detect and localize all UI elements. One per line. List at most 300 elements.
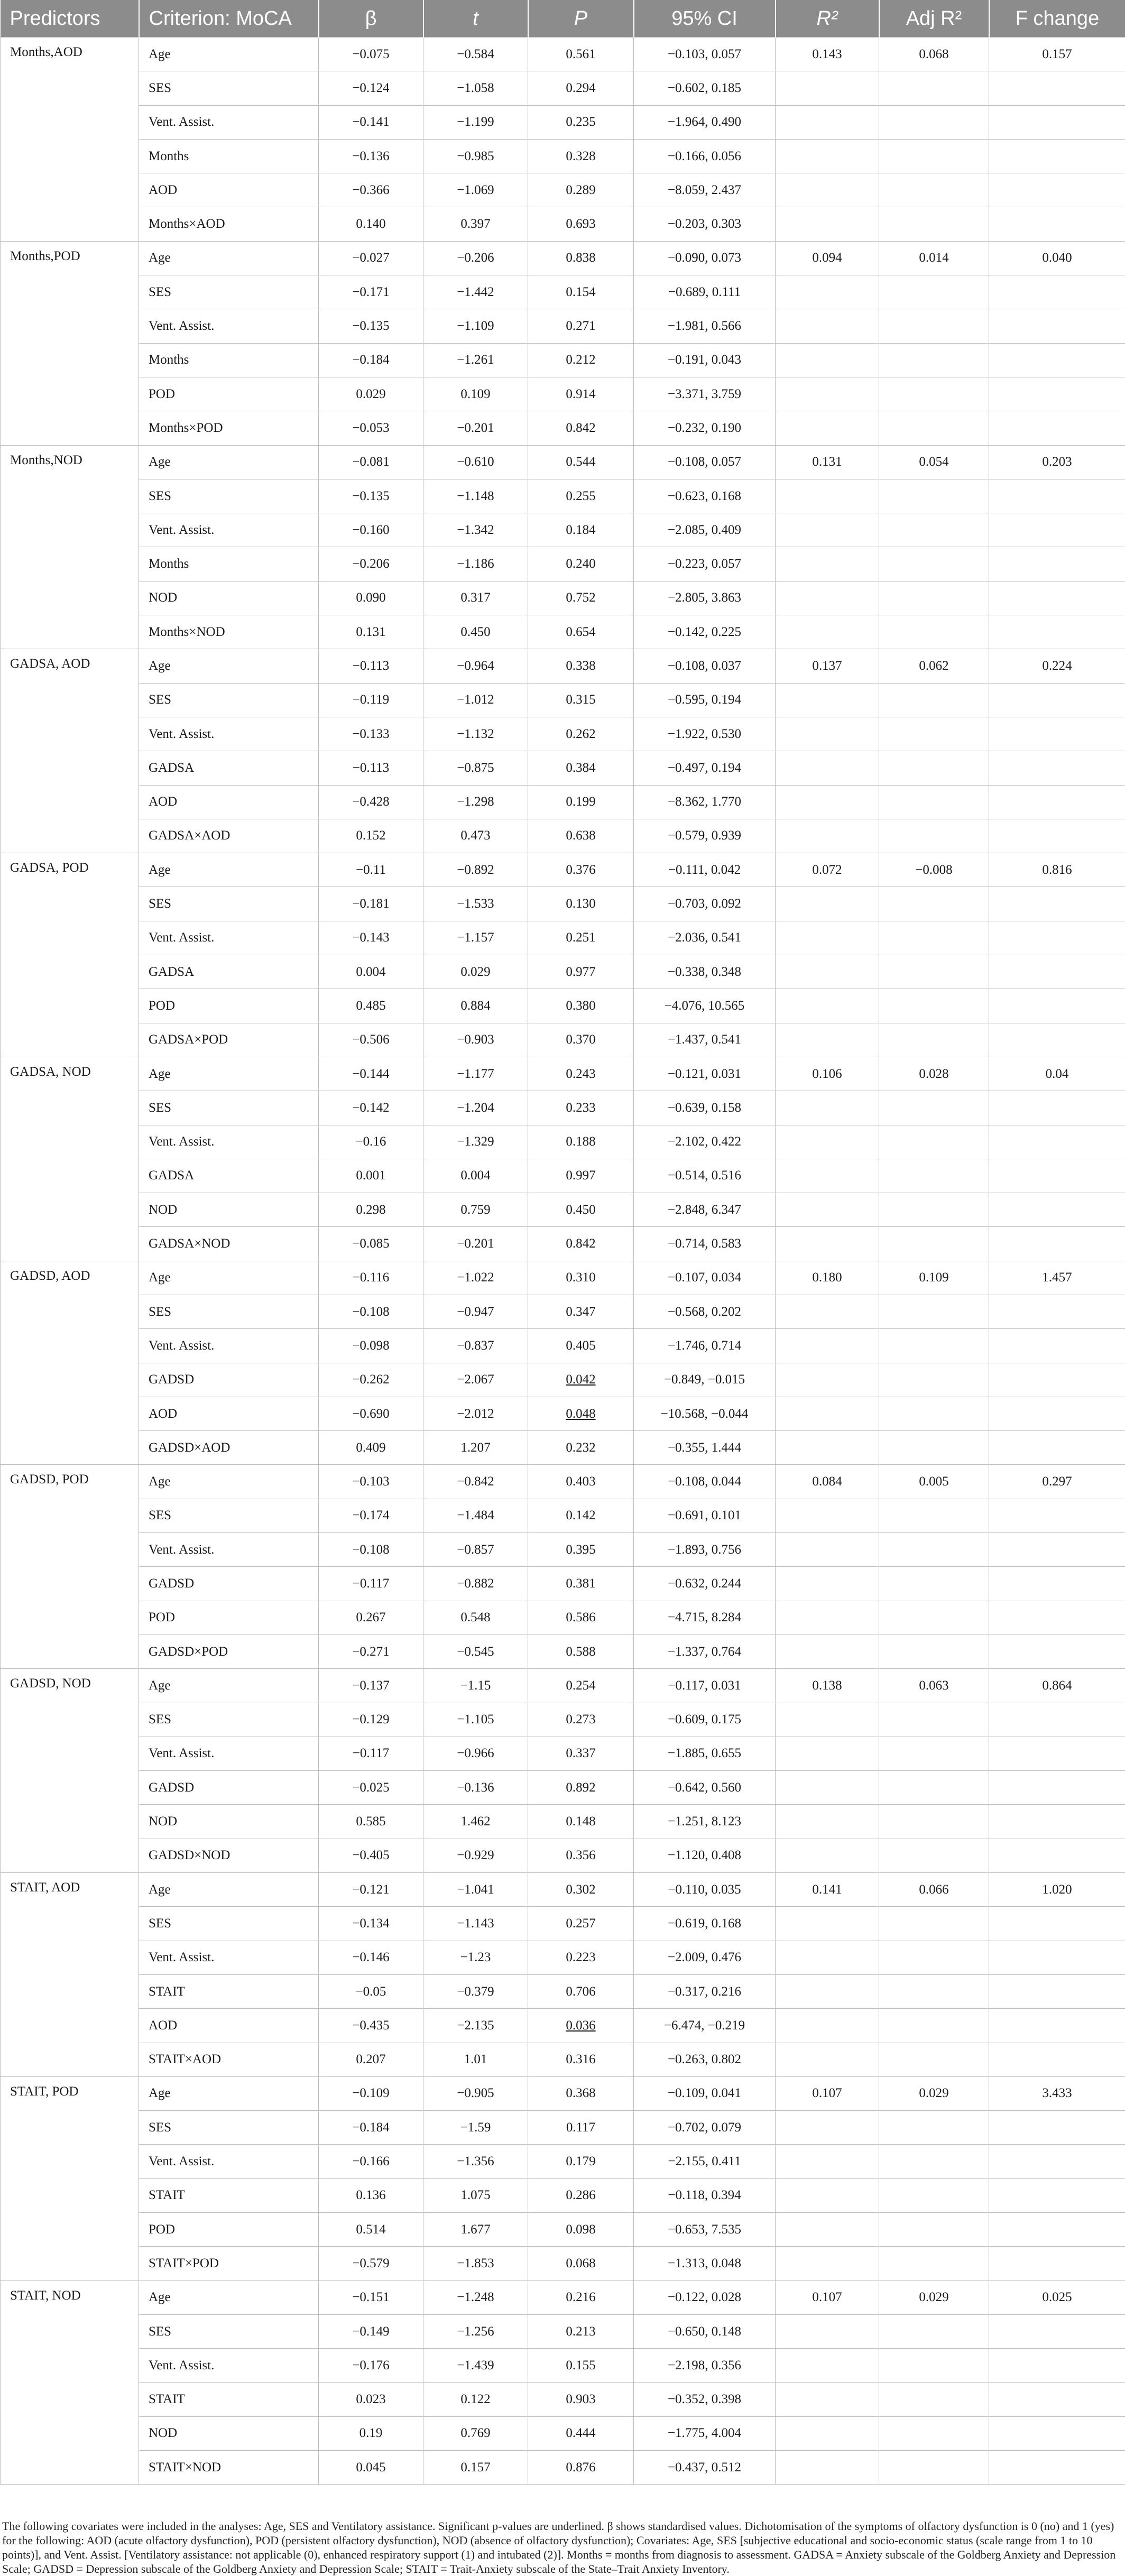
ci-cell: −0.108, 0.044 xyxy=(634,1465,776,1499)
t-cell: 1.207 xyxy=(423,1431,528,1465)
ci-cell: −0.579, 0.939 xyxy=(634,819,776,853)
t-cell: −0.947 xyxy=(423,1295,528,1328)
empty-cell xyxy=(989,1227,1125,1261)
p-value-cell: 0.155 xyxy=(528,2349,634,2383)
empty-cell xyxy=(776,615,879,649)
beta-cell: −0.085 xyxy=(319,1227,423,1261)
empty-cell xyxy=(776,717,879,751)
empty-cell xyxy=(879,581,989,615)
empty-cell xyxy=(879,173,989,207)
beta-cell: −0.271 xyxy=(319,1635,423,1668)
ci-cell: −0.595, 0.194 xyxy=(634,683,776,717)
t-cell: 0.769 xyxy=(423,2416,528,2450)
t-cell: 0.548 xyxy=(423,1601,528,1635)
ci-cell: −0.689, 0.111 xyxy=(634,275,776,309)
empty-cell xyxy=(989,1771,1125,1805)
empty-cell xyxy=(879,2178,989,2212)
empty-cell xyxy=(776,2009,879,2043)
empty-cell xyxy=(776,2314,879,2348)
ci-cell: −0.203, 0.303 xyxy=(634,207,776,241)
ci-cell: −0.118, 0.394 xyxy=(634,2178,776,2212)
ci-cell: −2.102, 0.422 xyxy=(634,1125,776,1159)
beta-cell: −0.690 xyxy=(319,1397,423,1430)
adj-r2-cell: 0.029 xyxy=(879,2076,989,2110)
t-cell: −0.903 xyxy=(423,1023,528,1057)
beta-cell: 0.029 xyxy=(319,377,423,411)
f-change-cell: 0.157 xyxy=(989,38,1125,71)
empty-cell xyxy=(989,1839,1125,1872)
beta-cell: 0.485 xyxy=(319,989,423,1023)
p-value-cell: 0.302 xyxy=(528,1873,634,1907)
r2-cell: 0.131 xyxy=(776,445,879,479)
t-cell: −1.329 xyxy=(423,1125,528,1159)
empty-cell xyxy=(879,1397,989,1430)
empty-cell xyxy=(989,581,1125,615)
t-cell: −0.892 xyxy=(423,853,528,887)
criterion-cell: Months×NOD xyxy=(139,615,319,649)
empty-cell xyxy=(879,955,989,989)
t-cell: 0.004 xyxy=(423,1159,528,1193)
table-row xyxy=(1,2213,1125,2247)
beta-cell: −0.366 xyxy=(319,173,423,207)
beta-cell: −0.098 xyxy=(319,1329,423,1363)
criterion-cell: Vent. Assist. xyxy=(139,105,319,139)
table-row xyxy=(1,921,1125,955)
table-row xyxy=(1,309,1125,343)
criterion-cell: Months×POD xyxy=(139,411,319,445)
t-cell: −0.201 xyxy=(423,1227,528,1261)
table-row xyxy=(1,819,1125,853)
beta-cell: −0.116 xyxy=(319,1261,423,1295)
f-change-cell: 1.020 xyxy=(989,1873,1125,1907)
table-row xyxy=(1,2247,1125,2280)
p-value-cell: 0.154 xyxy=(528,275,634,309)
empty-cell xyxy=(879,1974,989,2008)
empty-cell xyxy=(989,1499,1125,1532)
empty-cell xyxy=(879,1635,989,1668)
beta-cell: 0.090 xyxy=(319,581,423,615)
p-value-cell: 0.376 xyxy=(528,853,634,887)
r2-cell: 0.141 xyxy=(776,1873,879,1907)
p-value-cell: 0.693 xyxy=(528,207,634,241)
ci-cell: −8.362, 1.770 xyxy=(634,785,776,819)
table-row xyxy=(1,1363,1125,1397)
beta-cell: −0.11 xyxy=(319,853,423,887)
empty-cell xyxy=(989,751,1125,785)
beta-cell: −0.103 xyxy=(319,1465,423,1499)
empty-cell xyxy=(776,1227,879,1261)
beta-cell: −0.405 xyxy=(319,1839,423,1872)
beta-cell: −0.129 xyxy=(319,1703,423,1737)
p-value-cell: 0.380 xyxy=(528,989,634,1023)
ci-cell: −0.111, 0.042 xyxy=(634,853,776,887)
t-cell: −1.199 xyxy=(423,105,528,139)
ci-cell: −0.639, 0.158 xyxy=(634,1091,776,1125)
ci-cell: −1.893, 0.756 xyxy=(634,1533,776,1567)
t-cell: −1.157 xyxy=(423,921,528,955)
criterion-cell: SES xyxy=(139,275,319,309)
p-value-cell: 0.262 xyxy=(528,717,634,751)
empty-cell xyxy=(879,1193,989,1227)
p-value-cell: 0.450 xyxy=(528,1193,634,1227)
empty-cell xyxy=(879,411,989,445)
empty-cell xyxy=(776,309,879,343)
table-row xyxy=(1,139,1125,173)
table-footnote: The following covariates were included in the analyses: Age, SES and Ventilatory assistance. Significant p-values are underlined. β shows standardised values. Dichotomisation of the symptoms of olfactory dysfunction is 0 (no) and 1 (yes) for the following: AOD (acute olfactory dysfunction), POD (persistent olfactory dysfunction), NOD (absence of olfactory dysfunction); Covariates: Age, SES [subjective educational and socio-economic status (scale range from 1 to 10 points)], and Vent. Assist. [Ventilatory assistance: not applicable (0), enhanced respiratory support (1) and intubated (2)]. Months = months from diagnosis to assessment. GADSA = Anxiety subscale of the Goldberg Anxiety and Depression Scale; GADSD = Depression subscale of the Goldberg Anxiety and Depression Scale; STAIT = Trait-Anxiety subscale of the State–Trait Anxiety Inventory. xyxy=(0,2519,1118,2576)
p-value-cell: 0.179 xyxy=(528,2145,634,2178)
empty-cell xyxy=(879,1091,989,1125)
beta-cell: −0.166 xyxy=(319,2145,423,2178)
beta-cell: −0.108 xyxy=(319,1533,423,1567)
empty-cell xyxy=(989,1023,1125,1057)
beta-cell: −0.119 xyxy=(319,683,423,717)
header-row xyxy=(1,0,1125,38)
predictor-cell: STAIT, AOD xyxy=(1,1873,139,2077)
t-cell: −0.964 xyxy=(423,649,528,683)
empty-cell xyxy=(879,2314,989,2348)
t-cell: −0.882 xyxy=(423,1567,528,1601)
empty-cell xyxy=(776,581,879,615)
criterion-cell: NOD xyxy=(139,1805,319,1839)
beta-cell: −0.160 xyxy=(319,513,423,547)
table-row xyxy=(1,1057,1125,1091)
adj-r2-cell: 0.109 xyxy=(879,1261,989,1295)
empty-cell xyxy=(776,2043,879,2076)
beta-cell: −0.428 xyxy=(319,785,423,819)
p-value-cell: 0.068 xyxy=(528,2247,634,2280)
table-row xyxy=(1,2043,1125,2076)
t-cell: −0.842 xyxy=(423,1465,528,1499)
header-predictors: Predictors xyxy=(1,0,139,38)
t-cell: −1.012 xyxy=(423,683,528,717)
empty-cell xyxy=(776,2178,879,2212)
p-value-cell: 0.098 xyxy=(528,2213,634,2247)
criterion-cell: GADSA xyxy=(139,1159,319,1193)
table-row xyxy=(1,207,1125,241)
ci-cell: −0.110, 0.035 xyxy=(634,1873,776,1907)
p-value-cell: 0.271 xyxy=(528,309,634,343)
empty-cell xyxy=(989,1601,1125,1635)
p-value-cell: 0.257 xyxy=(528,1907,634,1941)
f-change-cell: 0.04 xyxy=(989,1057,1125,1091)
ci-cell: −8.059, 2.437 xyxy=(634,173,776,207)
adj-r2-cell: 0.062 xyxy=(879,649,989,683)
ci-cell: −2.085, 0.409 xyxy=(634,513,776,547)
t-cell: −1.105 xyxy=(423,1703,528,1737)
table-row xyxy=(1,1125,1125,1159)
empty-cell xyxy=(776,1091,879,1125)
beta-cell: 0.267 xyxy=(319,1601,423,1635)
ci-cell: −4.076, 10.565 xyxy=(634,989,776,1023)
p-value-cell: 0.997 xyxy=(528,1159,634,1193)
beta-cell: 0.409 xyxy=(319,1431,423,1465)
p-value-cell: 0.216 xyxy=(528,2280,634,2314)
r2-cell: 0.137 xyxy=(776,649,879,683)
empty-cell xyxy=(989,785,1125,819)
empty-cell xyxy=(989,2247,1125,2280)
p-value-cell: 0.148 xyxy=(528,1805,634,1839)
p-value-cell: 0.403 xyxy=(528,1465,634,1499)
p-value-cell: 0.212 xyxy=(528,343,634,377)
p-value-cell: 0.338 xyxy=(528,649,634,683)
empty-cell xyxy=(989,173,1125,207)
t-cell: −1.15 xyxy=(423,1669,528,1703)
ci-cell: −0.117, 0.031 xyxy=(634,1669,776,1703)
p-value-cell: 0.903 xyxy=(528,2383,634,2416)
empty-cell xyxy=(989,2349,1125,2383)
criterion-cell: STAIT xyxy=(139,2178,319,2212)
t-cell: −1.439 xyxy=(423,2349,528,2383)
ci-cell: −2.848, 6.347 xyxy=(634,1193,776,1227)
p-value-cell: 0.347 xyxy=(528,1295,634,1328)
ci-cell: −0.103, 0.057 xyxy=(634,38,776,71)
ci-cell: −0.691, 0.101 xyxy=(634,1499,776,1532)
table-row xyxy=(1,1703,1125,1737)
t-cell: 1.677 xyxy=(423,2213,528,2247)
empty-cell xyxy=(776,1567,879,1601)
p-value-cell: 0.638 xyxy=(528,819,634,853)
criterion-cell: POD xyxy=(139,989,319,1023)
empty-cell xyxy=(879,2383,989,2416)
empty-cell xyxy=(776,1737,879,1770)
empty-cell xyxy=(989,717,1125,751)
empty-cell xyxy=(879,717,989,751)
f-change-cell: 0.816 xyxy=(989,853,1125,887)
p-value-cell: 0.561 xyxy=(528,38,634,71)
empty-cell xyxy=(776,921,879,955)
p-value-cell: 0.356 xyxy=(528,1839,634,1872)
p-value-cell: 0.289 xyxy=(528,173,634,207)
empty-cell xyxy=(989,547,1125,581)
table-row xyxy=(1,1737,1125,1770)
empty-cell xyxy=(989,2383,1125,2416)
p-value-cell: 0.395 xyxy=(528,1533,634,1567)
ci-cell: −0.121, 0.031 xyxy=(634,1057,776,1091)
beta-cell: −0.113 xyxy=(319,649,423,683)
p-value-cell: 0.251 xyxy=(528,921,634,955)
criterion-cell: Vent. Assist. xyxy=(139,2349,319,2383)
table-row xyxy=(1,1805,1125,1839)
empty-cell xyxy=(989,2111,1125,2145)
t-cell: 0.397 xyxy=(423,207,528,241)
p-value-cell-significant: 0.042 xyxy=(528,1363,634,1397)
empty-cell xyxy=(879,105,989,139)
ci-cell: −0.122, 0.028 xyxy=(634,2280,776,2314)
criterion-cell: AOD xyxy=(139,2009,319,2043)
table-row xyxy=(1,1974,1125,2008)
empty-cell xyxy=(776,1941,879,1974)
p-value-cell: 0.588 xyxy=(528,1635,634,1668)
beta-cell: −0.113 xyxy=(319,751,423,785)
empty-cell xyxy=(776,71,879,105)
adj-r2-cell: 0.063 xyxy=(879,1669,989,1703)
f-change-cell: 1.457 xyxy=(989,1261,1125,1295)
table-row xyxy=(1,2009,1125,2043)
beta-cell: 0.140 xyxy=(319,207,423,241)
ci-cell: −0.109, 0.041 xyxy=(634,2076,776,2110)
empty-cell xyxy=(989,411,1125,445)
f-change-cell: 0.224 xyxy=(989,649,1125,683)
criterion-cell: Age xyxy=(139,2280,319,2314)
empty-cell xyxy=(879,513,989,547)
ci-cell: −0.602, 0.185 xyxy=(634,71,776,105)
beta-cell: −0.124 xyxy=(319,71,423,105)
table-row xyxy=(1,1635,1125,1668)
empty-cell xyxy=(989,479,1125,513)
predictor-cell: GADSD, AOD xyxy=(1,1261,139,1465)
empty-cell xyxy=(989,1091,1125,1125)
table-row xyxy=(1,343,1125,377)
ci-cell: −6.474, −0.219 xyxy=(634,2009,776,2043)
empty-cell xyxy=(879,2349,989,2383)
p-value-cell: 0.405 xyxy=(528,1329,634,1363)
criterion-cell: Age xyxy=(139,1261,319,1295)
p-value-cell: 0.444 xyxy=(528,2416,634,2450)
empty-cell xyxy=(989,955,1125,989)
t-cell: 0.473 xyxy=(423,819,528,853)
criterion-cell: Age xyxy=(139,38,319,71)
empty-cell xyxy=(989,1533,1125,1567)
empty-cell xyxy=(879,377,989,411)
r2-cell: 0.180 xyxy=(776,1261,879,1295)
criterion-cell: Age xyxy=(139,1873,319,1907)
beta-cell: −0.184 xyxy=(319,2111,423,2145)
beta-cell: −0.075 xyxy=(319,38,423,71)
ci-cell: −2.198, 0.356 xyxy=(634,2349,776,2383)
t-cell: −0.206 xyxy=(423,241,528,275)
ci-cell: −0.232, 0.190 xyxy=(634,411,776,445)
t-cell: −1.143 xyxy=(423,1907,528,1941)
r2-cell: 0.143 xyxy=(776,38,879,71)
empty-cell xyxy=(989,1907,1125,1941)
empty-cell xyxy=(989,1635,1125,1668)
beta-cell: −0.05 xyxy=(319,1974,423,2008)
table-row xyxy=(1,1499,1125,1532)
table-row xyxy=(1,1329,1125,1363)
ci-cell: −0.107, 0.034 xyxy=(634,1261,776,1295)
empty-cell xyxy=(879,2009,989,2043)
t-cell: −1.177 xyxy=(423,1057,528,1091)
p-value-cell: 0.240 xyxy=(528,547,634,581)
empty-cell xyxy=(776,105,879,139)
table-row xyxy=(1,2451,1125,2485)
empty-cell xyxy=(776,2416,879,2450)
ci-cell: −2.805, 3.863 xyxy=(634,581,776,615)
adj-r2-cell: −0.008 xyxy=(879,853,989,887)
predictor-cell: GADSD, POD xyxy=(1,1465,139,1669)
empty-cell xyxy=(989,1805,1125,1839)
p-value-cell: 0.315 xyxy=(528,683,634,717)
predictor-cell: GADSA, POD xyxy=(1,853,139,1057)
empty-cell xyxy=(776,1839,879,1872)
t-cell: −2.135 xyxy=(423,2009,528,2043)
table-row xyxy=(1,547,1125,581)
empty-cell xyxy=(879,1431,989,1465)
empty-cell xyxy=(879,1907,989,1941)
empty-cell xyxy=(776,751,879,785)
beta-cell: −0.134 xyxy=(319,1907,423,1941)
empty-cell xyxy=(776,2451,879,2485)
table-row xyxy=(1,989,1125,1023)
beta-cell: −0.135 xyxy=(319,309,423,343)
empty-cell xyxy=(879,2213,989,2247)
empty-cell xyxy=(879,2145,989,2178)
empty-cell xyxy=(989,2145,1125,2178)
table-row xyxy=(1,1159,1125,1193)
r2-cell: 0.084 xyxy=(776,1465,879,1499)
empty-cell xyxy=(879,1295,989,1328)
table-row xyxy=(1,1771,1125,1805)
predictor-cell: Months,NOD xyxy=(1,445,139,649)
table-row xyxy=(1,1227,1125,1261)
t-cell: −1.058 xyxy=(423,71,528,105)
t-cell: −1.442 xyxy=(423,275,528,309)
f-change-cell: 0.297 xyxy=(989,1465,1125,1499)
criterion-cell: SES xyxy=(139,1907,319,1941)
p-value-cell: 0.381 xyxy=(528,1567,634,1601)
empty-cell xyxy=(989,377,1125,411)
ci-cell: −0.263, 0.802 xyxy=(634,2043,776,2076)
empty-cell xyxy=(989,921,1125,955)
ci-cell: −0.702, 0.079 xyxy=(634,2111,776,2145)
ci-cell: −2.155, 0.411 xyxy=(634,2145,776,2178)
empty-cell xyxy=(879,139,989,173)
criterion-cell: POD xyxy=(139,1601,319,1635)
criterion-cell: POD xyxy=(139,377,319,411)
empty-cell xyxy=(879,2247,989,2280)
table-row xyxy=(1,615,1125,649)
empty-cell xyxy=(989,2451,1125,2485)
t-cell: −2.067 xyxy=(423,1363,528,1397)
ci-cell: −3.371, 3.759 xyxy=(634,377,776,411)
p-value-cell: 0.544 xyxy=(528,445,634,479)
table-row xyxy=(1,2349,1125,2383)
header-f-change: F change xyxy=(989,0,1125,38)
beta-cell: 0.207 xyxy=(319,2043,423,2076)
empty-cell xyxy=(989,2213,1125,2247)
empty-cell xyxy=(776,1703,879,1737)
empty-cell xyxy=(989,1737,1125,1770)
t-cell: −0.610 xyxy=(423,445,528,479)
empty-cell xyxy=(989,1363,1125,1397)
empty-cell xyxy=(879,887,989,921)
t-cell: −1.041 xyxy=(423,1873,528,1907)
criterion-cell: Age xyxy=(139,649,319,683)
table-row xyxy=(1,105,1125,139)
criterion-cell: Months xyxy=(139,547,319,581)
p-value-cell: 0.586 xyxy=(528,1601,634,1635)
table-row xyxy=(1,479,1125,513)
criterion-cell: Months xyxy=(139,343,319,377)
empty-cell xyxy=(879,819,989,853)
criterion-cell: GADSD×NOD xyxy=(139,1839,319,1872)
beta-cell: −0.053 xyxy=(319,411,423,445)
beta-cell: −0.081 xyxy=(319,445,423,479)
p-value-cell: 0.273 xyxy=(528,1703,634,1737)
empty-cell xyxy=(879,2043,989,2076)
ci-cell: −0.849, −0.015 xyxy=(634,1363,776,1397)
ci-cell: −0.703, 0.092 xyxy=(634,887,776,921)
empty-cell xyxy=(879,1499,989,1532)
header-criterion: Criterion: MoCA xyxy=(139,0,319,38)
header-t: t xyxy=(423,0,528,38)
ci-cell: −1.775, 4.004 xyxy=(634,2416,776,2450)
p-value-cell: 0.316 xyxy=(528,2043,634,2076)
p-value-cell: 0.254 xyxy=(528,1669,634,1703)
criterion-cell: STAIT×NOD xyxy=(139,2451,319,2485)
ci-cell: −0.191, 0.043 xyxy=(634,343,776,377)
beta-cell: 0.19 xyxy=(319,2416,423,2450)
